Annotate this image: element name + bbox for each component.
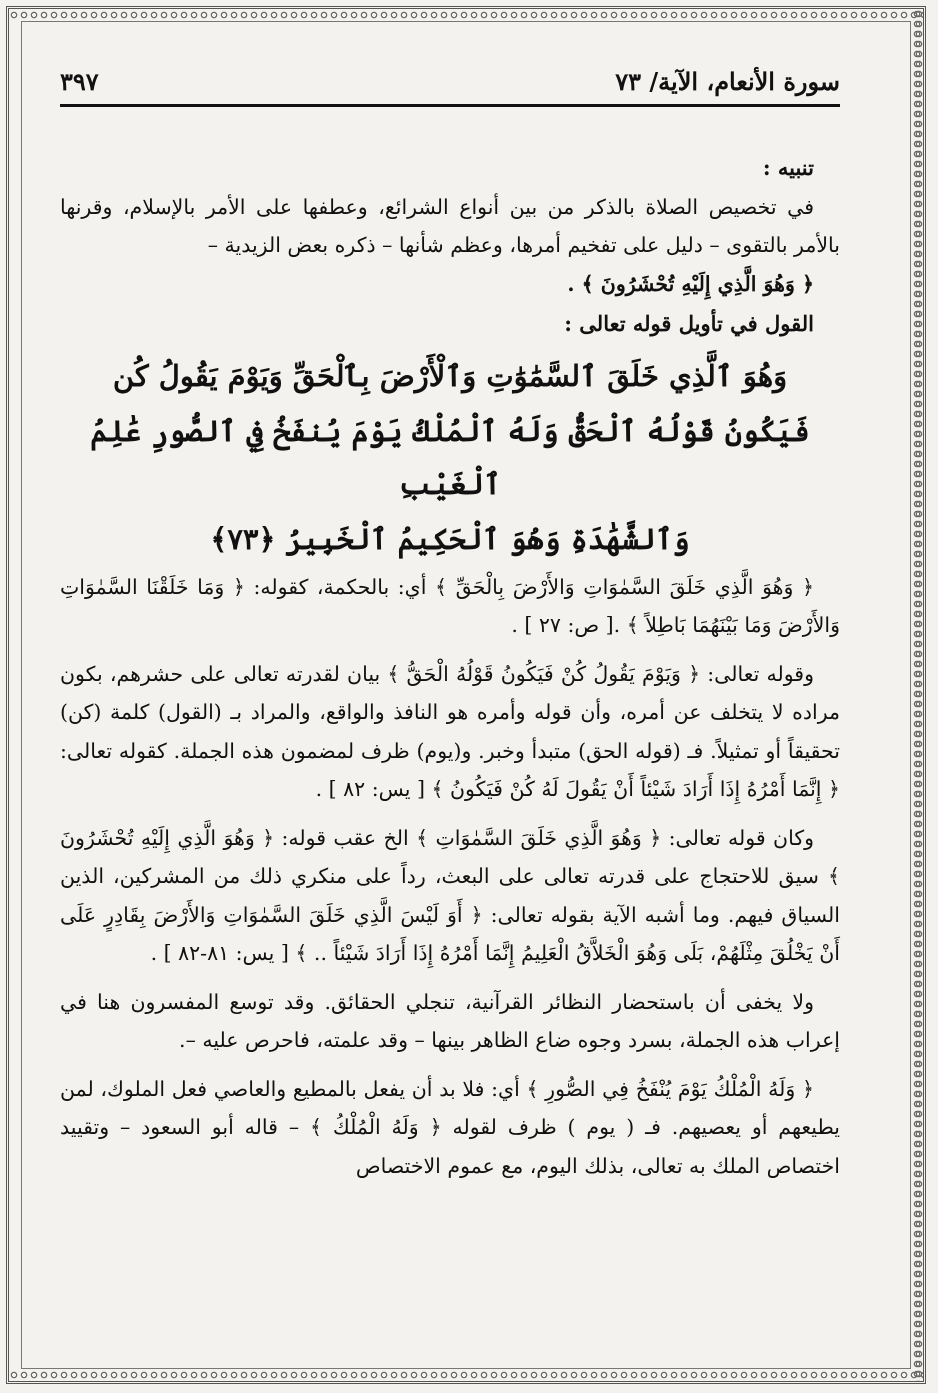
verse-line-1: وَهُوَ ٱلَّذِي خَلَقَ ٱلسَّمَٰوَٰتِ وَٱلْأَرْضَ بِٱلْحَقِّ وَيَوْمَ يَقُولُ كُن <box>112 358 788 393</box>
notice-quote: ﴿ وَهُوَ الَّذِي إِلَيْهِ تُحْشَرُونَ ﴾ . <box>567 271 814 296</box>
verse-line-2: فَيَكُونُ قَوْلُهُ ٱلْحَقُّ وَلَهُ ٱلْمُلْكُ يَوْمَ يُنفَخُ فِي ٱلصُّورِ عَٰلِمُ ٱلْغَيْبِ <box>90 413 810 501</box>
border-ornament-top <box>9 11 923 19</box>
surah-title: سورة الأنعام، الآية/ ٧٣ <box>615 67 840 96</box>
verse-line-3: وَٱلشَّهَٰدَةِ وَهُوَ ٱلْحَكِيمُ ٱلْخَبِيرُ ﴿٧٣﴾ <box>210 521 690 556</box>
notice-heading: تنبيه : <box>762 155 814 180</box>
border-ornament-right <box>913 9 921 1381</box>
tafsir-heading: القول في تأويل قوله تعالى : <box>564 311 814 336</box>
running-header <box>60 58 840 107</box>
notice-paragraph: في تخصيص الصلاة بالذكر من بين أنواع الشرائع، وعطفها على الأمر بالإسلام، وقرنها بالأمر بالتقوى – دليل على تفخيم أمرها، وعظم شأنها – ذكره بعض الزيدية – <box>60 194 840 257</box>
paragraph-1: ﴿ وَهُوَ الَّذِي خَلَقَ السَّمٰوَاتِ وَالأَرْضَ بِالْحَقِّ ﴾ أي: بالحكمة، كقوله: ﴿ وَمَا خَلَقْنَا السَّمٰوَاتِ وَالأَرْضَ وَمَا بَيْنَهُمَا بَاطِلاً ﴾ .[ ص: ٢٧ ] . <box>60 574 840 637</box>
book-page <box>60 58 840 1185</box>
paragraph-2: وقوله تعالى: ﴿ وَيَوْمَ يَقُولُ كُنْ فَيَكُونُ قَوْلُهُ الْحَقُّ ﴾ بيان لقدرته تعالى على حشرهم، بكون مراده لا يتخلف عن أمره، وأن قوله وأمره هو النافذ والواقع، والمراد بـ (القول) كلمة (كن) تحقيقاً أو تمثيلاً. فـ (قوله الحق) متبدأ وخبر. و(يوم) ظرف لمضمون هذه الجملة. كقوله تعالى: ﴿ إِنَّمَا أَمْرُهُ إِذَا أَرَادَ شَيْئاً أَنْ يَقُولَ لَهُ كُنْ فَيَكُونُ ﴾ [ يس: ٨٢ ] . <box>60 661 840 801</box>
page-number: ٣٩٧ <box>60 67 99 96</box>
paragraph-3: وكان قوله تعالى: ﴿ وَهُوَ الَّذِي خَلَقَ السَّمٰوَاتِ ﴾ الخ عقب قوله: ﴿ وَهُوَ الَّذِي إِلَيْهِ تُحْشَرُونَ ﴾ سيق للاحتجاج على قدرته تعالى على البعث، رداً على منكري ذلك من المشركين، الذين السياق فيهم. وما أشبه الآية بقوله تعالى: ﴿ أَوَ لَيْسَ الَّذِي خَلَقَ السَّمٰوَاتِ وَالأَرْضَ بِقَادِرٍ عَلَى أَنْ يَخْلُقَ مِثْلَهُمْ، بَلَى وَهُوَ الْخَلاَّقُ الْعَلِيمُ إِنَّمَا أَمْرُهُ إِذَا أَرَادَ شَيْئاً .. ﴾ [ يس: ٨١-٨٢ ] . <box>60 825 840 965</box>
paragraph-4: ولا يخفى أن باستحضار النظائر القرآنية، تنجلي الحقائق. وقد توسع المفسرون هنا في إعراب هذه الجملة، بسرد وجوه ضاع الظاهر بينها – وقد علمته، فاحرص عليه –. <box>60 989 840 1052</box>
paragraph-5: ﴿ وَلَهُ الْمُلْكُ يَوْمَ يُنْفَخُ فِي الصُّورِ ﴾ أي: فلا بد أن يفعل بالمطيع والعاصي فعل الملوك، لمن يطيعهم أو يعصيهم. فـ ( يوم ) ظرف لقوله ﴿ وَلَهُ الْمُلْكُ ﴾ – قاله أبو السعود – وتقييد اختصاص الملك به تعالى، بذلك اليوم، مع عموم الاختصاص <box>60 1076 840 1178</box>
page-body <box>60 149 840 1185</box>
border-ornament-bottom <box>9 1371 923 1379</box>
